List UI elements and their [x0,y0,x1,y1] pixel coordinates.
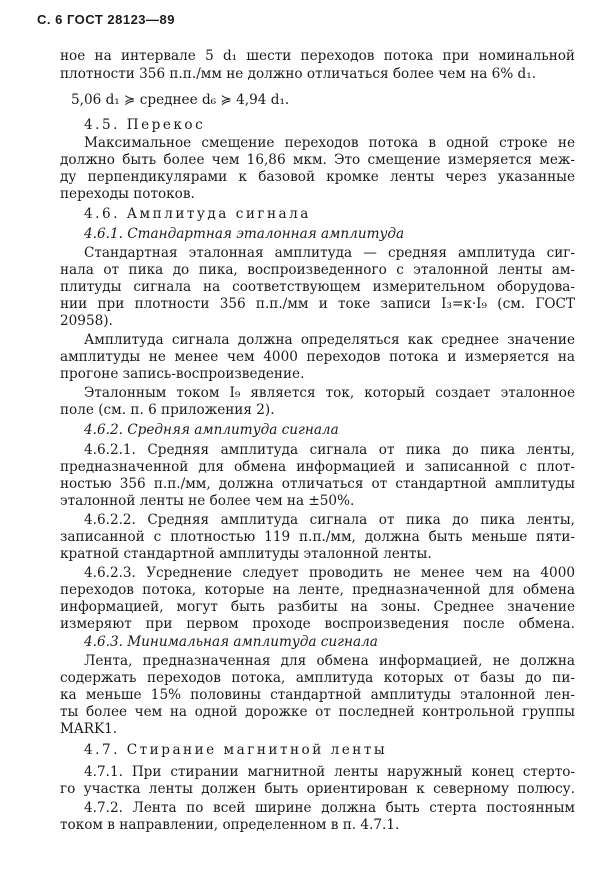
text-line: ностью 356 п.п./мм, должна отличаться от стандартной амплитуды [60,476,575,492]
text-line: ка меньше 15% половины стандартной амплитуды эталонной лен- [60,687,575,703]
text-line: MARK1. [60,721,118,737]
text-line: Амплитуда сигнала должна определяться как среднее значение [84,332,575,348]
text-line: нала от пика до пика, воспроизведенного с эталонной ленты ам- [60,262,575,278]
text-line: 4.7.1. При стирании магнитной ленты наружный конец стерто- [84,764,575,780]
text-line: прогоне запись-воспроизведение. [60,366,305,382]
text-line: ты более чем на одной дорожке от последней контрольной группы [60,704,575,720]
text-line: го участка ленты должен быть ориентирован к северному полюсу. [60,781,575,797]
text-line: 20958). [60,313,113,329]
formula-line: 5,06 d₁ ≽ среднее d₆ ≽ 4,94 d₁. [71,92,290,108]
text-line: 4.6.2.3. Усреднение следует проводить не менее чем на 4000 [84,565,575,581]
text-line: нии при плотности 356 п.п./мм и токе записи I₃=κ·I₉ (см. ГОСТ [60,296,575,312]
text-line: должно быть более чем 16,86 мкм. Это смещение измеряется меж- [60,152,575,168]
text-line: информацией, могут быть разбиты на зоны. Среднее значение [60,599,575,615]
page-header: С. 6 ГОСТ 28123—89 [37,12,175,27]
section-heading: 4.5. Перекос [84,117,206,133]
text-line: кратной стандартной амплитуды эталонной ленты. [60,546,432,562]
text-line: 4.6.2.1. Средняя амплитуда сигнала от пика до пика ленты, [84,442,575,458]
text-line: 4.7.2. Лента по всей ширине должна быть стерта постоянным [84,800,575,816]
text-line: Стандартная эталонная амплитуда — средняя амплитуда сиг- [84,245,575,261]
text-line: Эталонным током I₉ является ток, который создает эталонное [84,385,575,401]
text-line: эталонной ленты не более чем на ±50%. [60,493,355,509]
text-line: поле (см. п. 6 приложения 2). [60,402,275,418]
subsection-heading: 4.6.2. Средняя амплитуда сигнала [84,422,339,438]
text-line: содержать переходов потока, амплитуда которых от базы до пи- [60,670,575,686]
section-heading: 4.7. Стирание магнитной ленты [84,742,388,758]
subsection-heading: 4.6.3. Минимальная амплитуда сигнала [84,634,378,650]
text-line: амплитуды не менее чем 4000 переходов потока и измеряется на [60,349,575,365]
text-line: плотности 356 п.п./мм не должно отличаться более чем на 6% d₁. [60,66,537,82]
text-line: 4.6.2.2. Средняя амплитуда сигнала от пика до пика ленты, [84,512,575,528]
text-line: током в направлении, определенном в п. 4.7.1. [60,817,400,833]
text-line: измеряют при первом проходе воспроизведения после обмена. [60,616,575,632]
text-line: переходов потока, которые на ленте, предназначенной для обмена [60,582,575,598]
text-line: ное на интервале 5 d₁ шести переходов потока при номинальной [60,48,575,64]
section-heading: 4.6. Амплитуда сигнала [84,206,311,222]
text-line: переходы потоков. [60,186,195,202]
text-line: Лента, предназначенная для обмена информацией, не должна [84,653,575,669]
text-line: записанной с плотностью 119 п.п./мм, должна быть меньше пяти- [60,529,575,545]
text-line: плитуды сигнала на соответствующем измерительном оборудова- [60,279,575,295]
text-line: ду перпендикулярами к базовой кромке ленты через указанные [60,169,575,185]
text-line: Максимальное смещение переходов потока в одной строке не [84,135,575,151]
text-line: предназначенной для обмена информацией и записанной с плот- [60,459,575,475]
subsection-heading: 4.6.1. Стандартная эталонная амплитуда [84,226,405,242]
